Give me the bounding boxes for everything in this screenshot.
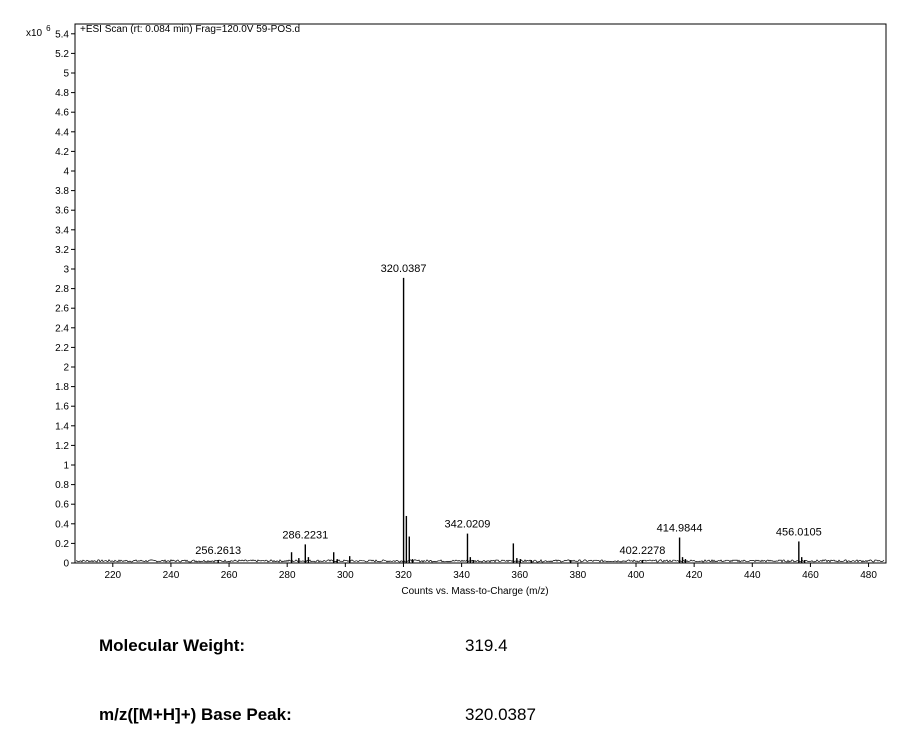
peak-label: 456.0105 [775, 526, 822, 539]
molecular-weight-label: Molecular Weight: [99, 636, 246, 655]
y-tick-label: 4.2 [55, 146, 69, 158]
y-tick-label: 3.2 [55, 244, 69, 256]
x-tick-label: 380 [569, 570, 587, 581]
x-axis-label: Counts vs. Mass-to-Charge (m/z) [401, 586, 549, 597]
y-tick-label: 3 [63, 264, 69, 276]
y-tick-label: 5.2 [55, 48, 69, 60]
y-tick-label: 1.4 [55, 421, 69, 433]
y-tick-label: 2.4 [55, 323, 69, 335]
x-tick-label: 400 [627, 570, 645, 581]
y-tick-label: 1 [63, 460, 69, 472]
y-tick-label: 3.6 [55, 205, 69, 217]
x-tick-label: 280 [278, 570, 296, 581]
y-tick-label: 3.8 [55, 186, 69, 198]
y-tick-label: 0.6 [55, 499, 69, 511]
y-tick-label: 4.8 [55, 88, 69, 100]
base-peak-label: m/z([M+H]+) Base Peak: [99, 705, 292, 724]
y-tick-label: 4.6 [55, 107, 69, 119]
peak-label: 256.2613 [195, 545, 242, 558]
y-tick-label: 5 [63, 68, 69, 80]
y-tick-label: 2.8 [55, 284, 69, 296]
y-axis-multiplier: x10 $^6$ [26, 24, 51, 39]
y-tick-label: 1.8 [55, 382, 69, 394]
y-tick-label: 4 [63, 166, 69, 178]
y-tick-label: 1.6 [55, 401, 69, 413]
x-tick-label: 340 [453, 570, 470, 581]
plot-frame [75, 24, 886, 563]
y-tick-label: 5.4 [55, 29, 69, 41]
x-tick-label: 420 [685, 570, 703, 581]
x-tick-label: 480 [860, 570, 877, 581]
molecular-weight-value: 319.4 [465, 636, 508, 655]
x-tick-label: 220 [104, 570, 122, 581]
y-tick-label: 0.2 [55, 538, 69, 550]
x-tick-label: 260 [220, 570, 238, 581]
peak-label: 286.2231 [282, 529, 329, 542]
peak-label: 342.0209 [444, 518, 491, 531]
x-tick-label: 360 [511, 570, 529, 581]
x-tick-label: 460 [802, 570, 819, 581]
base-peak-value: 320.0387 [465, 705, 536, 724]
peak-label: 414.9844 [656, 522, 703, 535]
y-tick-label: 0 [63, 558, 69, 570]
y-tick-label: 4.4 [55, 127, 69, 139]
chart-title: +ESI Scan (rt: 0.084 min) Frag=120.0V 59-POS.d [80, 24, 301, 35]
x-tick-label: 440 [743, 570, 761, 581]
y-tick-label: 2.2 [55, 342, 69, 354]
x-tick-label: 320 [395, 570, 412, 581]
y-tick-label: 2 [63, 362, 69, 374]
baseline-noise [76, 560, 884, 562]
peak-label: 320.0387 [380, 262, 427, 275]
y-tick-label: 0.8 [55, 480, 69, 492]
y-tick-label: 2.6 [55, 303, 69, 315]
y-tick-label: 1.2 [55, 440, 69, 452]
y-tick-label: 0.4 [55, 519, 69, 531]
x-tick-label: 300 [336, 570, 354, 581]
y-tick-label: 3.4 [55, 225, 69, 237]
peak-label: 402.2278 [619, 545, 666, 558]
x-tick-label: 240 [162, 570, 180, 581]
